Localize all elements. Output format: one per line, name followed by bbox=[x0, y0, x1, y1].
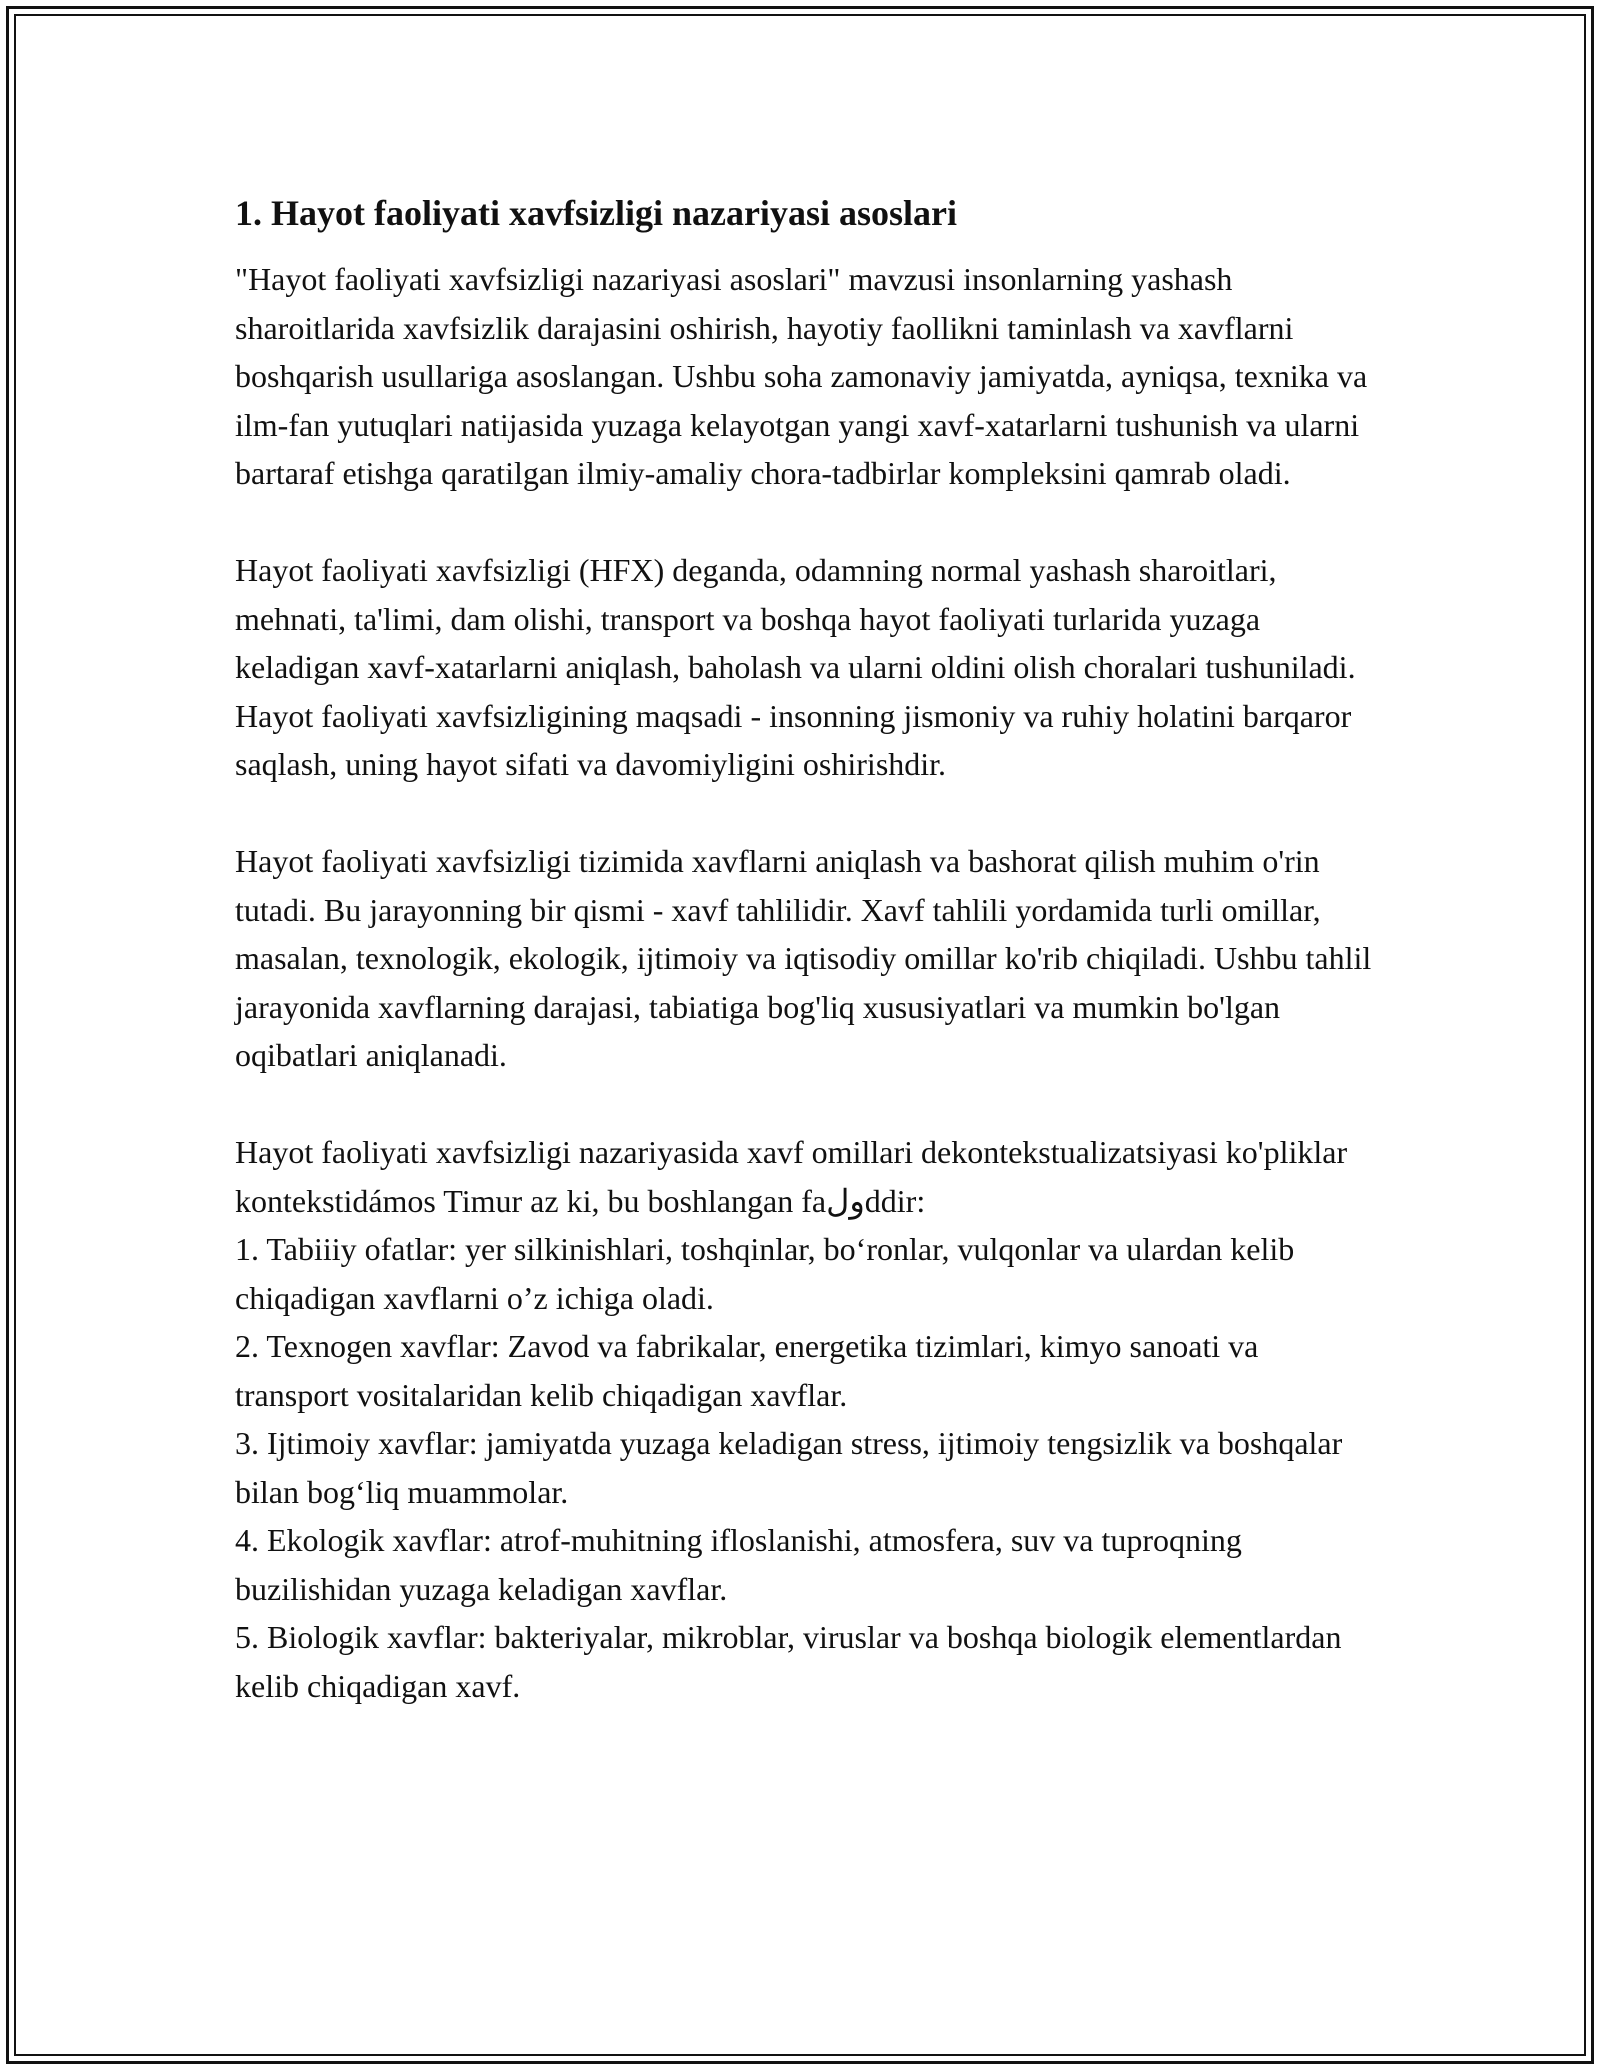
paragraph-definition: Hayot faoliyati xavfsizligi (HFX) deganda, odamning normal yashash sharoitlari, mehnati, ta'limi, dam olishi, transport va boshqa hayot faoliyati turlarida yuzaga keladigan xavf-xatarlarni aniqlash, baholash va ularni oldini olish choralari tushuniladi. Hayot faoliyati xavfsizligining maqsadi - insonning jismoniy va ruhiy holatini barqaror saqlash, uning hayot sifati va davomiyligini oshirishdir. bbox=[235, 552, 1356, 782]
list-item-technogenic: 2. Texnogen xavflar: Zavod va fabrikalar, energetika tizimlari, kimyo sanoati va transport vositalaridan kelib chiqadigan xavflar. bbox=[235, 1328, 1259, 1413]
paragraph-risk-analysis: Hayot faoliyati xavfsizligi tizimida xavflarni aniqlash va bashorat qilish muhim o'rin tutadi. Bu jarayonning bir qismi - xavf tahlilidir. Xavf tahlili yordamida turli omillar, masalan, texnologik, ekologik, ijtimoiy va iqtisodiy omillar ko'rib chiqiladi. Ushbu tahlil jarayonida xavflarning darajasi, tabiatiga bog'liq xususiyatlari va mumkin bo'lgan oqibatlari aniqlanadi. bbox=[235, 843, 1372, 1073]
document-body bbox=[235, 187, 1375, 1710]
list-item-social: 3. Ijtimoiy xavflar: jamiyatda yuzaga keladigan stress, ijtimoiy tengsizlik va boshqalar bilan bog‘liq muammolar. bbox=[235, 1425, 1343, 1510]
list-intro: Hayot faoliyati xavfsizligi nazariyasida xavf omillari dekontekstualizatsiyasi ko'pliklar kontekstidámos Timur az ki, bu boshlangan faولddir: bbox=[235, 1134, 1348, 1219]
document-title: 1. Hayot faoliyati xavfsizligi nazariyasi asoslari bbox=[235, 193, 957, 233]
list-item-ecological: 4. Ekologik xavflar: atrof-muhitning ifloslanishi, atmosfera, suv va tuproqning buzilishidan yuzaga keladigan xavflar. bbox=[235, 1522, 1242, 1607]
list-item-biological: 5. Biologik xavflar: bakteriyalar, mikroblar, viruslar va boshqa biologik elementlardan kelib chiqadigan xavf. bbox=[235, 1619, 1342, 1704]
paragraph-intro: "Hayot faoliyati xavfsizligi nazariyasi asoslari" mavzusi insonlarning yashash sharoitlarida xavfsizlik darajasini oshirish, hayotiy faollikni taminlash va xavflarni boshqarish usullariga asoslangan. Ushbu soha zamonaviy jamiyatda, ayniqsa, texnika va ilm-fan yutuqlari natijasida yuzaga kelayotgan yangi xavf-xatarlarni tushunish va ularni bartaraf etishga qaratilgan ilmiy-amaliy chora-tadbirlar kompleksini qamrab oladi. bbox=[235, 261, 1368, 491]
list-item-natural: 1. Tabiiiy ofatlar: yer silkinishlari, toshqinlar, bo‘ronlar, vulqonlar va ulardan kelib chiqadigan xavflarni o’z ichiga oladi. bbox=[235, 1231, 1295, 1316]
hazard-list bbox=[235, 1225, 1375, 1710]
